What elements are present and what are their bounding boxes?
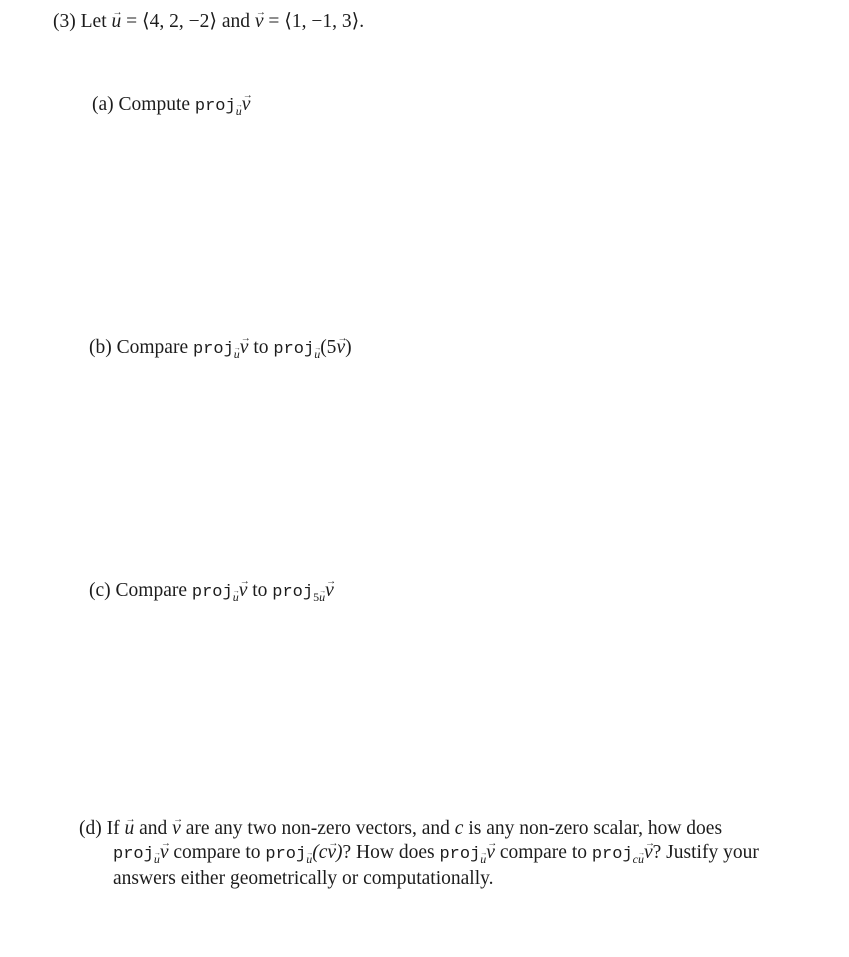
- vector-v-symbol: → v: [239, 579, 248, 603]
- part-a-text: Compute: [118, 94, 191, 115]
- vector-v-symbol: → v: [486, 841, 495, 865]
- vector-u-symbol: → u: [111, 10, 121, 34]
- proj-operator: proj: [439, 845, 481, 864]
- scalar-c: c: [632, 851, 638, 866]
- vector-v-symbol: → v: [172, 817, 181, 841]
- projection-expression-scaled: proj$_u$(5→ v): [273, 337, 351, 358]
- vector-v-symbol: → v: [327, 841, 336, 865]
- to-text: to: [253, 337, 269, 358]
- part-d-text-answers: answers either geometrically or computationally.: [113, 868, 494, 889]
- part-b: [89, 336, 352, 362]
- equals-sign: =: [126, 11, 138, 32]
- part-b-text: Compare: [116, 337, 189, 358]
- vector-v-symbol: → v: [242, 93, 251, 117]
- problem-statement: [53, 10, 364, 34]
- vector-v-symbol: → v: [336, 336, 345, 360]
- scalar-c: c: [454, 818, 464, 839]
- projection-expression-scaled-base: proj$_{cu}$→ v: [592, 842, 653, 863]
- subscript-coefficient: 5: [313, 589, 320, 604]
- part-d-text-how: ? How does: [342, 842, 435, 863]
- part-a-label: (a): [92, 94, 114, 115]
- part-d-text-if: If: [106, 818, 120, 839]
- proj-operator: proj: [265, 845, 307, 864]
- vector-u-symbol: → u: [125, 817, 135, 841]
- vector-v-symbol: → v: [255, 10, 264, 34]
- proj-operator: proj: [191, 583, 233, 602]
- projection-expression-scaled-base: proj$_{5u}$→ v: [272, 580, 333, 601]
- part-d-line-3: [113, 867, 493, 891]
- projection-expression-scaled: proj$_u$(c→ v): [265, 842, 342, 863]
- projection-expression: proj$_u$→ v: [195, 94, 250, 115]
- problem-number: (3): [53, 11, 76, 32]
- part-d-text-and: and: [139, 818, 168, 839]
- vector-v-symbol: → v: [160, 841, 169, 865]
- equals-sign: =: [268, 11, 280, 32]
- part-d-line-2: [113, 841, 759, 867]
- part-a: [92, 93, 250, 119]
- projection-expression: proj$_u$→ v: [439, 842, 494, 863]
- arg-open: (5: [320, 337, 337, 358]
- proj-operator: proj: [194, 97, 236, 116]
- part-c: [89, 579, 334, 605]
- vector-v-value: ⟨1, −1, 3⟩.: [284, 11, 365, 32]
- proj-operator: proj: [273, 340, 315, 359]
- proj-operator: proj: [192, 340, 234, 359]
- part-d-text-compare: compare to: [173, 842, 261, 863]
- part-d-label: (d): [79, 818, 102, 839]
- part-d-line-1: [79, 817, 722, 841]
- part-d-text-compare-2: compare to: [499, 842, 587, 863]
- part-d-text-scalar: is any non-zero scalar, how does: [468, 818, 723, 839]
- arg-close: ): [345, 337, 352, 358]
- proj-operator: proj: [272, 583, 314, 602]
- part-b-label: (b): [89, 337, 112, 358]
- vector-v-symbol: → v: [644, 841, 653, 865]
- vector-v-symbol: → v: [325, 579, 334, 603]
- to-text: to: [252, 580, 268, 601]
- proj-operator: proj: [113, 845, 154, 864]
- vector-u-value: ⟨4, 2, −2⟩: [141, 11, 217, 32]
- part-c-text: Compare: [115, 580, 188, 601]
- projection-expression: proj$_u$→ v: [192, 580, 247, 601]
- scalar-c: c: [318, 842, 328, 863]
- projection-expression: proj$_u$→ v: [193, 337, 248, 358]
- projection-expression: proj$_u$→ v: [113, 842, 168, 863]
- intro-text: Let: [80, 11, 107, 32]
- proj-operator: proj: [591, 845, 633, 864]
- vector-v-symbol: → v: [240, 336, 249, 360]
- part-d-text-justify: ? Justify your: [652, 842, 759, 863]
- part-d-text-vectors: are any two non-zero vectors, and: [185, 818, 450, 839]
- part-c-label: (c): [89, 580, 111, 601]
- and-text: and: [221, 11, 250, 32]
